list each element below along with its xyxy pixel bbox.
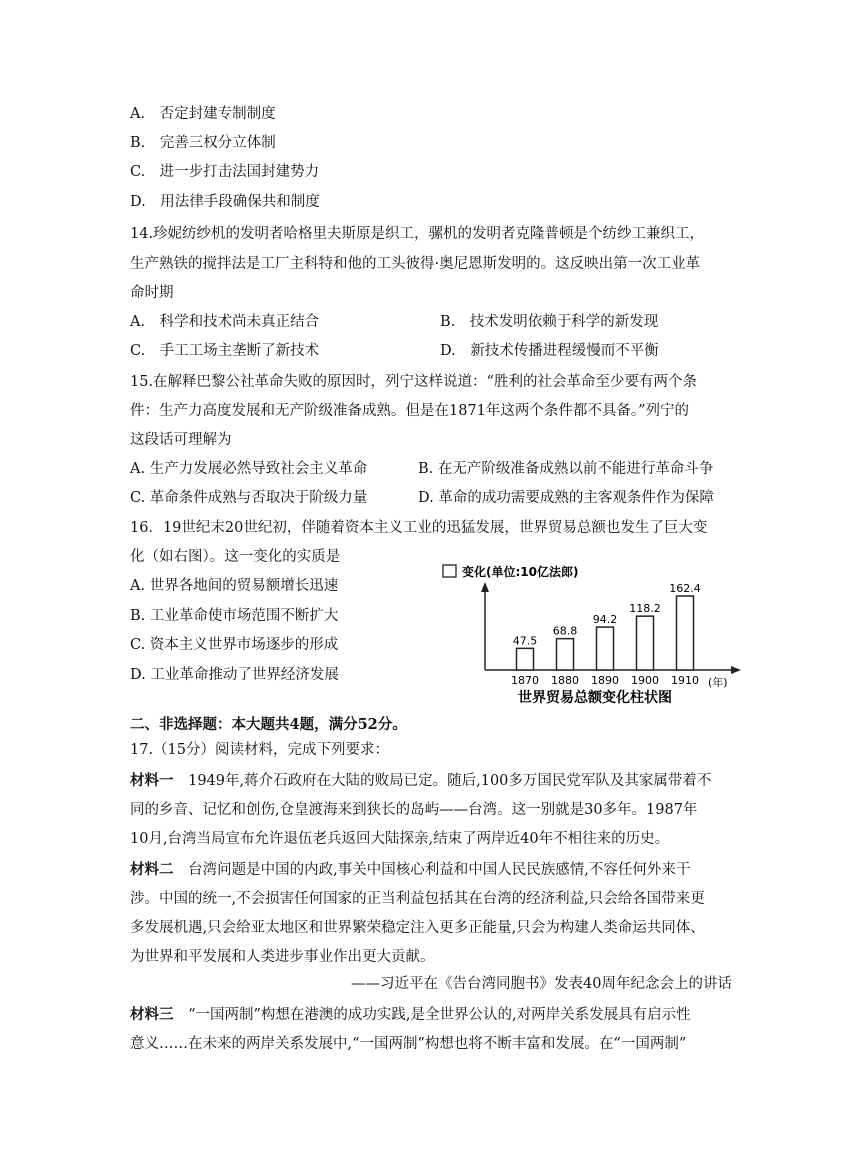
material-2-label: 材料二 [130, 861, 174, 878]
q15-option-c: C. 革命条件成熟与否取决于阶级力量 [130, 490, 368, 506]
q16-stem-line1: 16．19世纪末20世纪初，伴随着资本主义工业的迅猛发展，世界贸易总额也发生了巨大变 [130, 520, 708, 536]
q16-stem-line2: 化（如右图）。这一变化的实质是 [130, 549, 341, 565]
material-2-line1: 材料二 台湾问题是中国的内政,事关中国核心利益和中国人民民族感情,不容任何外来干 [130, 861, 691, 878]
q13-option-a: A. 否定封建专制制度 [130, 106, 276, 122]
value-label-1870: 47.5 [512, 634, 538, 648]
value-label-1910: 162.4 [669, 582, 701, 596]
bar-1870 [517, 648, 534, 670]
bar-1900 [637, 616, 654, 670]
y-axis-arrow [481, 582, 489, 592]
q16-option-a: A. 世界各地间的贸易额增长迅速 [130, 578, 339, 594]
chart-title: 世界贸易总额变化柱状图 [518, 690, 672, 706]
trade-bar-chart [435, 558, 745, 708]
q16-option-b: B. 工业革命使市场范围不断扩大 [130, 608, 339, 624]
material-2-line2: 涉。中国的统一,不会损害任何国家的正当利益包括其在台湾的经济利益,只会给各国带来更 [130, 891, 705, 907]
tick-label-1900: 1900 [631, 674, 659, 687]
q15-option-a: A. 生产力发展必然导致社会主义革命 [130, 461, 368, 477]
q14-option-d: D. 新技术传播进程缓慢而不平衡 [440, 343, 659, 359]
q15-stem-line1: 15.在解释巴黎公社革命失败的原因时，列宁这样说道：“胜利的社会革命至少要有两个条 [130, 374, 697, 390]
q16-option-d: D. 工业革命推动了世界经济发展 [130, 667, 339, 683]
bars-group [511, 582, 701, 687]
q15-option-d: D. 革命的成功需要成熟的主客观条件作为保障 [418, 490, 714, 506]
q15-stem-line3: 这段话可理解为 [130, 432, 232, 448]
q17-stem: 17.（15分）阅读材料，完成下列要求： [130, 742, 390, 758]
bar-1880 [557, 639, 574, 670]
q15-stem-line2: 件：生产力高度发展和无产阶级准备成熟。但是在1871年这两个条件都不具备。”列宁的 [130, 403, 690, 419]
q14-option-a: A. 科学和技术尚未真正结合 [130, 314, 320, 330]
q15-option-b: B. 在无产阶级准备成熟以前不能进行革命斗争 [418, 461, 714, 477]
q14-stem-line2: 生产熟铁的搅拌法是工厂主科特和他的工头彼得·奥尼恩斯发明的。这反映出第一次工业革 [130, 256, 701, 272]
material-1-line3: 10月,台湾当局宣布允许退伍老兵返回大陆探亲,结束了两岸近40年不相往来的历史。 [130, 831, 670, 847]
value-label-1890: 94.2 [592, 613, 618, 627]
q14-stem-line3: 命时期 [130, 285, 174, 301]
value-label-1880: 68.8 [552, 624, 578, 638]
q13-option-d: D. 用法律手段确保共和制度 [130, 194, 320, 210]
q14-option-c: C. 手工工场主垄断了新技术 [130, 343, 320, 359]
q13-option-c: C. 进一步打击法国封建势力 [130, 164, 320, 180]
material-3-label: 材料三 [130, 1006, 174, 1023]
section-2-heading: 二、非选择题：本大题共4题，满分52分。 [130, 716, 407, 733]
legend-label: 变化(单位:10亿法郎) [462, 565, 579, 579]
material-1-line1: 材料一 1949年,蒋介石政府在大陆的败局已定。随后,100多万国民党军队及其家属带着不 [130, 772, 712, 789]
material-1-line2: 同的乡音、记忆和创伤,仓皇渡海来到狭长的岛屿——台湾。这一别就是30多年。1987年 [130, 802, 698, 818]
legend-swatch [443, 565, 456, 577]
bar-1910 [677, 596, 694, 670]
q13-option-b: B. 完善三权分立体制 [130, 135, 276, 151]
tick-label-1880: 1880 [551, 674, 579, 687]
q16-option-c: C. 资本主义世界市场逐步的形成 [130, 637, 339, 653]
value-label-1900: 118.2 [629, 602, 661, 616]
q14-stem-line1: 14.珍妮纺纱机的发明者哈格里夫斯原是织工，骡机的发明者克隆普顿是个纺纱工兼织工， [130, 226, 705, 242]
material-2-line3: 多发展机遇,只会给亚太地区和世界繁荣稳定注入更多正能量,只会为构建人类命运共同体、 [130, 920, 705, 936]
tick-label-1890: 1890 [591, 674, 619, 687]
material-2-source: ——习近平在《告台湾同胞书》发表40周年纪念会上的讲话 [351, 976, 732, 992]
bar-1890 [597, 627, 614, 670]
tick-label-1870: 1870 [511, 674, 539, 687]
material-1-label: 材料一 [130, 772, 174, 789]
x-unit-label: (年) [708, 676, 728, 689]
tick-label-1910: 1910 [671, 674, 699, 687]
q14-option-b: B. 技术发明依赖于科学的新发现 [440, 314, 659, 330]
material-2-line4: 为世界和平发展和人类进步事业作出更大贡献。 [130, 949, 435, 965]
material-3-line2: 意义……在未来的两岸关系发展中,“一国两制”构想也将不断丰富和发展。在“一国两制” [130, 1036, 687, 1052]
material-3-line1: 材料三 “一国两制”构想在港澳的成功实践,是全世界公认的,对两岸关系发展具有启示性 [130, 1006, 691, 1023]
x-axis-arrow [731, 666, 741, 674]
